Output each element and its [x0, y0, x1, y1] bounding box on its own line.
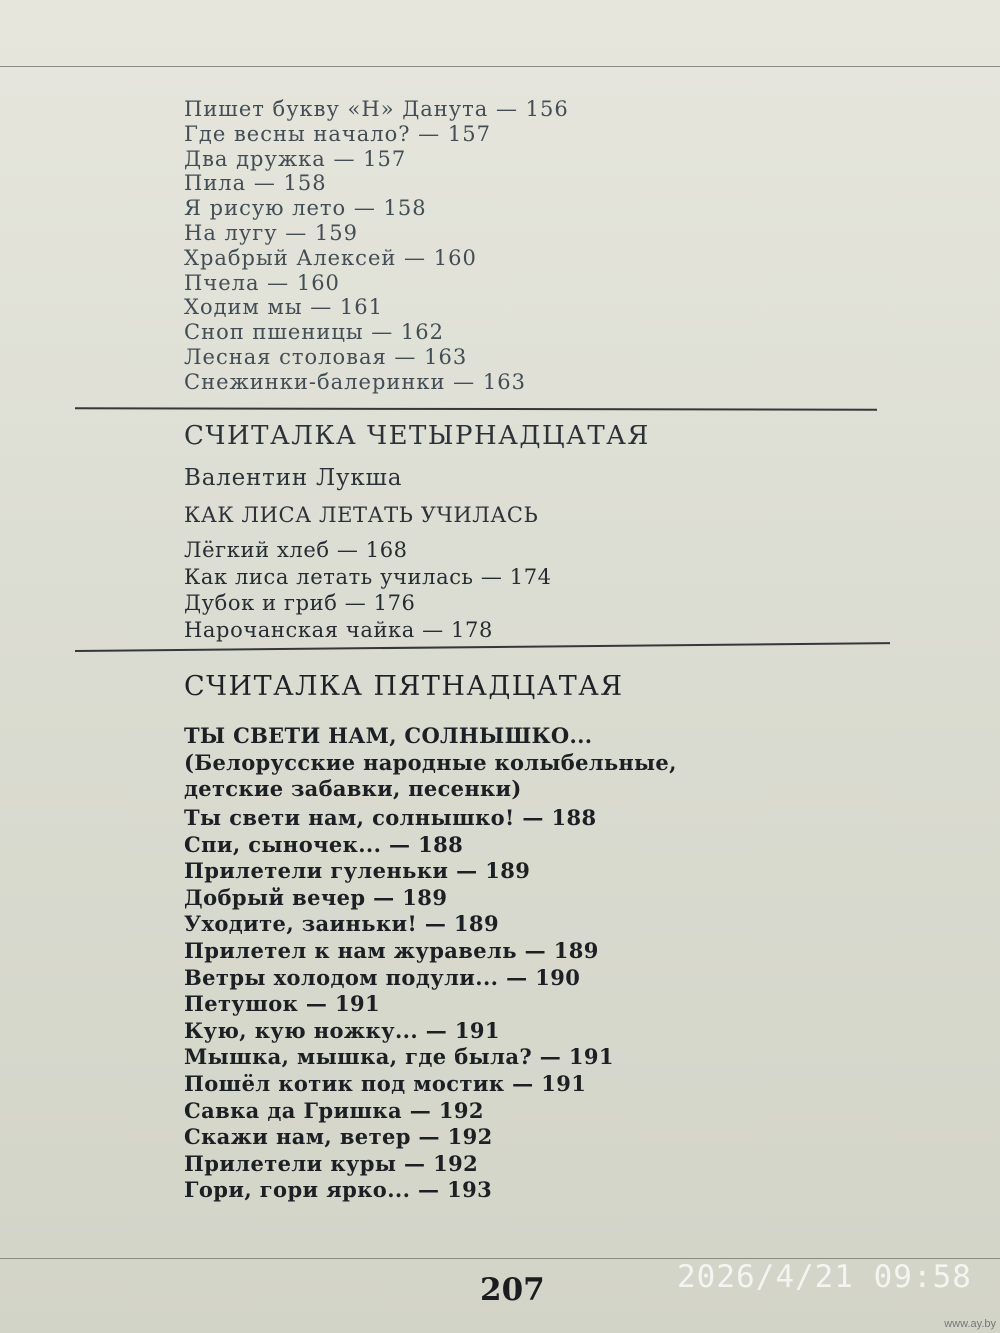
- contents-entry: Храбрый Алексей — 160: [184, 245, 477, 270]
- photo-timestamp: 2026/4/21 09:58: [677, 1259, 972, 1295]
- contents-entry: Пошёл котик под мостик — 191: [184, 1070, 587, 1096]
- contents-entry: Мышка, мышка, где была? — 191: [184, 1044, 614, 1070]
- section15-heading: СЧИТАЛКА ПЯТНАДЦАТАЯ: [184, 671, 624, 702]
- section15-subtitle: (Белорусские народные колыбельные,: [184, 749, 677, 775]
- contents-entry: На лугу — 159: [184, 220, 358, 245]
- site-watermark: www.ay.by: [944, 1318, 996, 1330]
- contents-entry: Сноп пшеницы — 162: [184, 320, 444, 345]
- page-number: 207: [480, 1272, 545, 1308]
- section14-work-title: КАК ЛИСА ЛЕТАТЬ УЧИЛАСЬ: [184, 503, 539, 527]
- contents-entry: Спи, сыночек... — 188: [184, 831, 464, 857]
- contents-entry: Гори, гори ярко... — 193: [184, 1177, 493, 1203]
- contents-entry: Кую, кую ножку... — 191: [184, 1017, 500, 1043]
- contents-entry: Дубок и гриб — 176: [184, 591, 416, 615]
- contents-entry: Лесная столовая — 163: [184, 344, 468, 369]
- section15-block: [184, 723, 677, 803]
- contents-entry: Пчела — 160: [184, 270, 340, 295]
- section14-heading: СЧИТАЛКА ЧЕТЫРНАДЦАТАЯ: [184, 421, 650, 451]
- contents-entry: Скажи нам, ветер — 192: [184, 1124, 493, 1150]
- contents-entry: Лёгкий хлеб — 168: [184, 538, 408, 562]
- section14-contents-list: [184, 537, 552, 643]
- contents-entry: Два дружка — 157: [184, 146, 407, 171]
- top-rule: [0, 66, 1000, 67]
- contents-entry: Пила — 158: [184, 171, 327, 196]
- section15-work-title: ТЫ СВЕТИ НАМ, СОЛНЫШКО...: [184, 723, 593, 748]
- contents-entry: Снежинки-балеринки — 163: [184, 369, 526, 394]
- contents-entry: Уходите, заиньки! — 189: [184, 911, 499, 937]
- contents-entry: Савка да Гришка — 192: [184, 1097, 484, 1123]
- contents-entry: Ветры холодом подули... — 190: [184, 964, 581, 990]
- contents-entry: Прилетел к нам журавель — 189: [184, 937, 599, 963]
- contents-entry: Где весны начало? — 157: [184, 121, 491, 146]
- contents-entry: Добрый вечер — 189: [184, 884, 448, 910]
- section-divider: [75, 407, 877, 410]
- section15-subtitle: детские забавки, песенки): [184, 776, 522, 801]
- section15-contents-list: [184, 805, 614, 1204]
- contents-entry: Пишет букву «Н» Данута — 156: [184, 97, 569, 121]
- contents-entry: Как лиса летать училась — 174: [184, 564, 552, 589]
- contents-entry: Прилетели гуленьки — 189: [184, 858, 531, 884]
- contents-entry: Ходим мы — 161: [184, 295, 384, 320]
- section14-author: Валентин Лукша: [184, 465, 403, 491]
- contents-entry: Нарочанская чайка — 178: [184, 617, 493, 642]
- section13-contents-list: [184, 97, 569, 395]
- section-divider: [75, 642, 890, 652]
- contents-entry: Я рисую лето — 158: [184, 196, 427, 221]
- contents-entry: Прилетели куры — 192: [184, 1150, 479, 1176]
- contents-entry: Петушок — 191: [184, 991, 381, 1017]
- contents-entry: Ты свети нам, солнышко! — 188: [184, 805, 597, 830]
